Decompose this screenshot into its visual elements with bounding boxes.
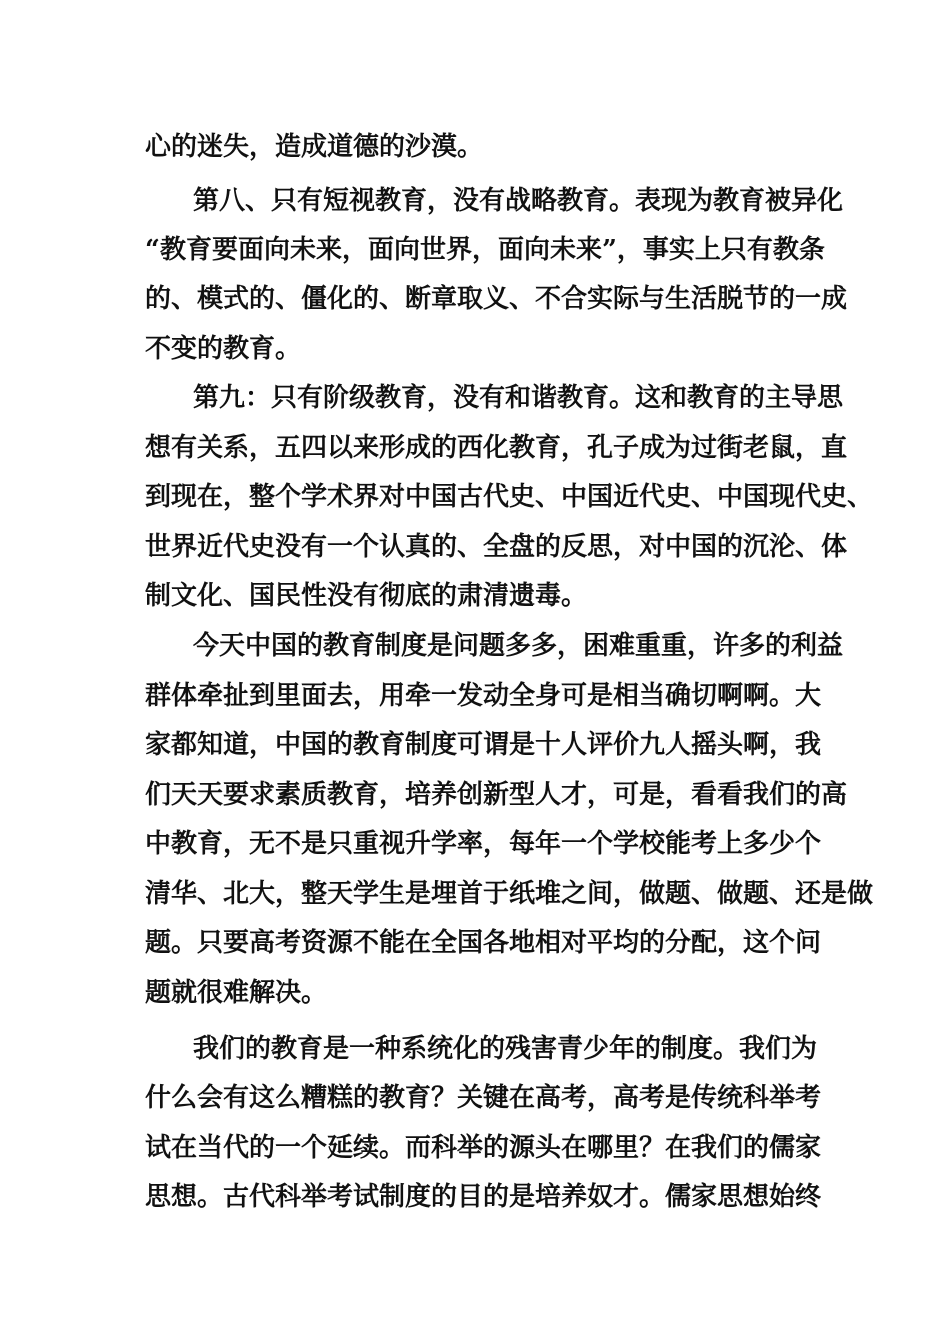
text-line: 我们的教育是一种系统化的残害青少年的制度。我们为: [193, 1034, 818, 1064]
text-line: 什么会有这么糟糕的教育？关键在高考，高考是传统科举考: [145, 1083, 822, 1113]
text-line: 群体牵扯到里面去，用牵一发动全身可是相当确切啊啊。大: [145, 681, 822, 711]
text-line: 心的迷失，造成道德的沙漠。: [145, 132, 484, 162]
text-line: 不变的教育。: [145, 334, 302, 364]
text-line: 今天中国的教育制度是问题多多，困难重重，许多的利益: [193, 631, 844, 661]
text-line: 想有关系，五四以来形成的西化教育，孔子成为过街老鼠，直: [145, 433, 848, 463]
text-line: 题。只要高考资源不能在全国各地相对平均的分配，这个问: [145, 928, 822, 958]
text-line: 的、模式的、僵化的、断章取义、不合实际与生活脱节的一成: [145, 284, 848, 314]
text-line: 制文化、国民性没有彻底的肃清遗毒。: [145, 581, 588, 611]
text-line: 第九：只有阶级教育，没有和谐教育。这和教育的主导思: [193, 383, 844, 413]
text-line: 家都知道，中国的教育制度可谓是十人评价九人摇头啊，我: [145, 730, 822, 760]
text-line: 题就很难解决。: [145, 978, 328, 1008]
text-line: 中教育，无不是只重视升学率，每年一个学校能考上多少个: [145, 829, 822, 859]
text-line: 试在当代的一个延续。而科举的源头在哪里？在我们的儒家: [145, 1133, 822, 1163]
text-line: 到现在，整个学术界对中国古代史、中国近代史、中国现代史、: [145, 482, 874, 512]
text-line: 清华、北大，整天学生是埋首于纸堆之间，做题、做题、还是做: [145, 879, 874, 909]
text-line: 们天天要求素质教育，培养创新型人才，可是，看看我们的高: [145, 780, 848, 810]
text-line: 世界近代史没有一个认真的、全盘的反思，对中国的沉沦、体: [145, 532, 848, 562]
text-line: 思想。古代科举考试制度的目的是培养奴才。儒家思想始终: [145, 1182, 822, 1212]
text-line: 第八、只有短视教育，没有战略教育。表现为教育被异化: [193, 186, 844, 216]
text-line: “教育要面向未来，面向世界，面向未来”，事实上只有教条: [145, 235, 825, 265]
